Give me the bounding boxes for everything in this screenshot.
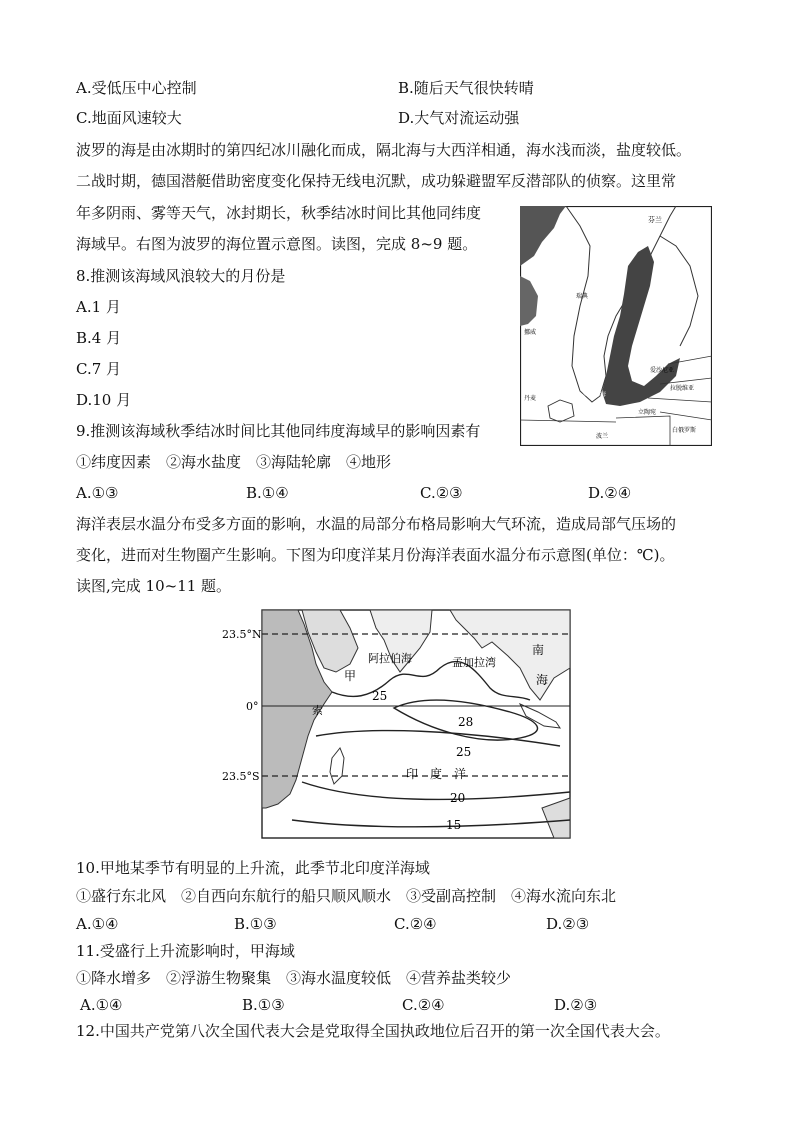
- map-label-somalia: 索: [312, 704, 323, 717]
- map-label-baltic-sea: 波罗的海: [582, 391, 607, 398]
- isotherm-label-25-north: 25: [372, 689, 388, 703]
- q12-stem: 12.中国共产党第八次全国代表大会是党取得全国执政地位后召开的第一次全国代表大会。: [76, 1022, 670, 1040]
- q11-choices: ①降水增多 ②浮游生物聚集 ③海水温度较低 ④营养盐类较少: [76, 969, 512, 987]
- q11-option-c: C.②④: [402, 996, 445, 1014]
- baltic-intro-line-3: 年多阴雨、雾等天气，冰封期长，秋季结冰时间比其他同纬度: [76, 204, 482, 222]
- q7-option-d: D.大气对流运动强: [398, 109, 520, 127]
- map-label-sweden: 瑞典: [576, 293, 589, 300]
- map-label-estonia: 爱沙尼亚: [650, 367, 675, 374]
- map-label-denmark: 丹麦: [524, 395, 537, 402]
- q10-option-d: D.②③: [546, 915, 590, 933]
- q10-option-b: B.①③: [234, 915, 277, 933]
- q8-option-c: C.7 月: [76, 360, 122, 378]
- isotherm-label-20: 20: [450, 791, 466, 805]
- isotherm-label-25: 25: [456, 745, 472, 759]
- baltic-intro-line-1: 波罗的海是由冰期时的第四纪冰川融化而成，隔北海与大西洋相通，海水浅而淡，盐度较低。: [76, 141, 692, 159]
- q9-option-d: D.②④: [588, 484, 632, 502]
- indian-ocean-sst-map: [220, 608, 572, 840]
- q9-option-c: C.②③: [420, 484, 463, 502]
- q11-option-b: B.①③: [242, 996, 285, 1014]
- q10-stem: 10.甲地某季节有明显的上升流，此季节北印度洋海域: [76, 859, 430, 877]
- q11-option-a: A.①④: [80, 996, 123, 1014]
- q9-stem: 9.推测该海域秋季结冰时间比其他同纬度海域早的影响因素有: [76, 422, 481, 440]
- map-label-bay-of-bengal: 孟加拉湾: [452, 656, 496, 669]
- map-label-norway: 挪威: [524, 329, 537, 336]
- baltic-sea-map: [520, 206, 712, 446]
- lat-label-equator: 0°: [246, 700, 259, 713]
- map-label-lithuania: 立陶宛: [638, 409, 657, 416]
- q8-option-b: B.4 月: [76, 329, 122, 347]
- lat-label-23-5s: 23.5°S: [222, 770, 260, 783]
- isotherm-label-28: 28: [458, 715, 474, 729]
- indian-intro-line-1: 海洋表层水温分布受多方面的影响，水温的局部分布格局影响大气环流，造成局部气压场的: [76, 515, 677, 533]
- q10-option-a: A.①④: [76, 915, 119, 933]
- q8-stem: 8.推测该海域风浪较大的月份是: [76, 267, 286, 285]
- map-label-finland: 芬兰: [648, 216, 662, 224]
- map-label-arabian-sea: 阿拉伯海: [368, 652, 412, 665]
- indian-intro-line-2: 变化，进而对生物圈产生影响。下图为印度洋某月份海洋表面水温分布示意图(单位：℃)。: [76, 546, 675, 564]
- q8-option-a: A.1 月: [76, 298, 121, 316]
- q7-option-c: C.地面风速较大: [76, 109, 182, 127]
- map-label-poland: 波兰: [596, 433, 609, 440]
- indian-intro-line-3: 读图,完成 10~11 题。: [76, 577, 232, 595]
- map-label-latvia: 拉脱维亚: [670, 385, 695, 392]
- map-label-belarus: 白俄罗斯: [672, 427, 697, 434]
- q9-factors: ①纬度因素 ②海水盐度 ③海陆轮廓 ④地形: [76, 453, 392, 471]
- isotherm-label-15: 15: [446, 818, 462, 832]
- q9-option-b: B.①④: [246, 484, 289, 502]
- lat-label-23-5n: 23.5°N: [222, 628, 262, 641]
- q8-option-d: D.10 月: [76, 391, 132, 409]
- q7-option-a: A.受低压中心控制: [76, 79, 197, 97]
- baltic-intro-line-4: 海域早。右图为波罗的海位置示意图。读图，完成 8~9 题。: [76, 235, 478, 253]
- map-label-sea: 海: [536, 673, 549, 687]
- q11-stem: 11.受盛行上升流影响时，甲海域: [76, 942, 295, 960]
- q9-option-a: A.①③: [76, 484, 119, 502]
- q11-option-d: D.②③: [554, 996, 598, 1014]
- map-label-south: 南: [532, 643, 545, 657]
- map-label-jia: 甲: [344, 669, 357, 683]
- q10-option-c: C.②④: [394, 915, 437, 933]
- baltic-intro-line-2: 二战时期，德国潜艇借助密度变化保持无线电沉默，成功躲避盟军反潜部队的侦察。这里常: [76, 172, 677, 190]
- map-label-indian-ocean: 印 度 洋: [406, 767, 467, 781]
- q7-option-b: B.随后天气很快转晴: [398, 79, 534, 97]
- q10-choices: ①盛行东北风 ②自西向东航行的船只顺风顺水 ③受副高控制 ④海水流向东北: [76, 887, 617, 905]
